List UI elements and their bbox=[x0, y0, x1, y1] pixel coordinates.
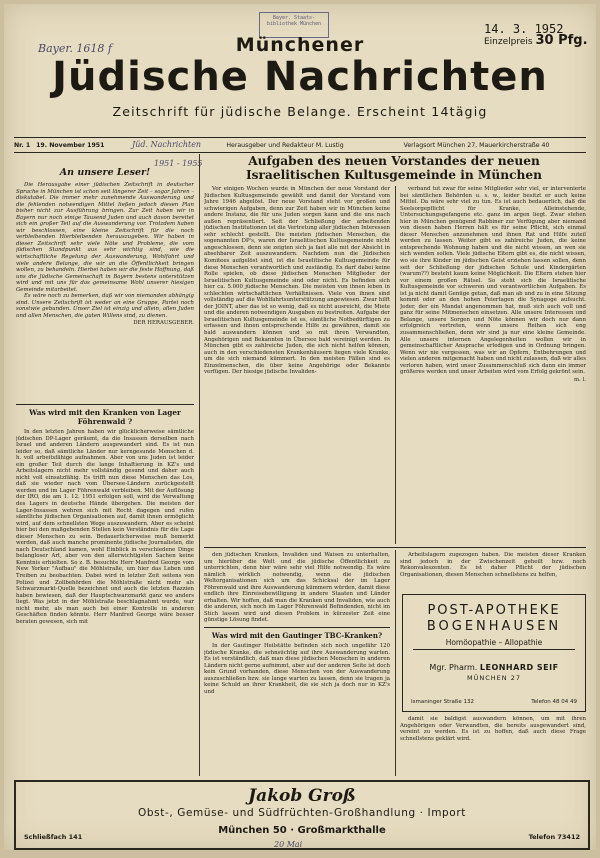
editorial-body-2: Es wäre noch zu bemerken, daß wir von niemanden abhängig sind. Unsere Zeitschrift ist weder an eine Gruppe, Partei noch sonstwie gebunden. Unser Ziel ist einzig und allein, allen Juden und allen Menschen, die guten Willens sind, zu dienen. bbox=[16, 293, 194, 319]
editorial bbox=[16, 167, 194, 401]
rule-issue bbox=[14, 152, 586, 153]
masthead-subtitle: Zeitschrift für jüdische Belange. Erscheint 14tägig bbox=[112, 104, 488, 119]
pharmacy-ad-city: MÜNCHEN 27 bbox=[467, 674, 521, 682]
board-article-col2 bbox=[400, 186, 586, 544]
library-stamp-text: Bayer. Staats-bibliothek München bbox=[266, 15, 322, 27]
gross-ad-phone: Telefon 73412 bbox=[528, 833, 580, 841]
editor-line: Herausgeber und Redakteur M. Lustig bbox=[226, 142, 344, 149]
handwritten-years: 1951 - 1955 bbox=[154, 159, 203, 168]
archive-date: 14. 3. 1952 bbox=[484, 22, 564, 36]
camp-article-heading: Was wird mit den Kranken von Lager Föhrenwald ? bbox=[29, 408, 181, 426]
pharmacy-ad-line1: POST-APOTHEKE bbox=[427, 603, 561, 618]
board-article-signature: m. l. bbox=[574, 376, 586, 383]
pharmacy-ad-owner: LEONHARD SEIF bbox=[479, 663, 559, 672]
tbc-article-tail bbox=[400, 716, 586, 776]
tbc-article-tail-text: damit sie baldigst auswandern können, um mit ihren Angehörigen oder Verwandten, die bereits ausgewandert sind, vereint zu werden. Es ist zu hoffen, daß auch diese Frage schnellstens geklärt wird. bbox=[400, 716, 586, 742]
gross-ad-address: München 50 · Großmarkthalle bbox=[218, 825, 386, 836]
pharmacy-ad-line2: BOGENHAUSEN bbox=[426, 619, 562, 634]
continuation-col2-text: Arbeitslagern zugezogen haben. Die meisten dieser Kranken sind jedoch in der Zwischenzeit geheilt bzw. noch Rekonvaleszenten. Es ist daher Pflicht der jüdischen Organisationen, diesen Menschen schnellstens zu helfen, bbox=[400, 552, 586, 578]
pharmacy-ad-line3: Homöopathie – Allopathie bbox=[445, 638, 543, 647]
pharmacy-ad-street: Ismaninger Straße 132 bbox=[411, 699, 474, 705]
continuation-col2 bbox=[400, 552, 586, 592]
board-article-col1 bbox=[204, 186, 390, 544]
pharmacy-ad-owner-prefix: Mgr. Pharm. bbox=[429, 663, 478, 672]
issue-bar bbox=[14, 142, 586, 149]
rule-mid bbox=[204, 547, 586, 548]
continuation-col1 bbox=[204, 552, 390, 624]
gross-ad-line: Obst-, Gemüse- und Südfrüchten-Großhandlung · Import bbox=[138, 807, 466, 819]
board-article-col1-text: Vor einigen Wochen wurde in München der neue Vorstand der Jüdischen Kultusgemeinde gewählt und damit der Vorstand vom Jahre 1946 abgelöst. Der neue Vorstand steht vor großen und schwierigen Aufgaben, denn zur Zeit haben wir in München keine andere Instanz, die für uns Juden sorgen kann und die uns nach außen repräsentiert. Seit der Schließung der arbeitenden jüdischen Institutionen ist die Vertretung aller jüdischen Interessen sehr schlecht gestellt. Die meisten jüdischen Menschen, die sogenannten DP's, waren der Israelitischen Kultusgemeinde nicht angeschlossen, denn sie zeigten sich ja fast alle mit der Absicht in absehbarer Zeit auszuwandern. Nachdem nun die Jüdischen Komitees aufgelöst sind, ist die Israelitische Kultusgemeinde für diese Menschen verantwortlich und zuständig. Es darf dabei keine Rolle spielen, ob diese jüdischen Menschen Mitglieder der Israelitischen Kultusgemeinde sind oder nicht. Es befinden sich hier ca. 5.000 jüdische Menschen. Die meisten von ihnen leben in schlechten wirtschaftlichen Verhältnissen. Viele von ihnen sind vollständig auf die Wohlfahrtsunterstützung angewiesen. Zwar hilft der JOINT, aber das ist so wenig, daß es nicht ausreicht, die Miete und die anderen notwendigen Ausgaben zu bestreiten. Aufgabe der Israelitischen Kultusgemeinde ist es, sämtliche Notbedürftigen zu erfassen und ihnen entsprechende Hilfe zu gewähren, damit sie bald auswandern können und so mit ihren Verwandten, Angehörigen und Bekannten in Übersee bald vereinigt werden. In München gibt es zahlreiche Juden, die sich nicht helfen können, auch in den verschiedensten Krankenhäusern liegen viele Kranke, um die sich niemand kümmert. In den meisten Fällen sind es Einzelmenschen, die über keine Angehörige oder Bekannte verfügen. Der hiesige jüdische Invaliden- bbox=[204, 186, 390, 376]
handwritten-bottom-note: 20 Mai bbox=[274, 840, 303, 849]
price-label: Einzelpreis bbox=[484, 37, 533, 47]
price-value: 30 Pfg. bbox=[535, 33, 588, 48]
editorial-body: Die Herausgabe einer jüdischen Zeitschrift in deutscher Sprache in München ist schon seit längerer Zeit – sogar Jahren – diskutabel. Die immer mehr zunehmende Auswanderung und die fehlenden notwendigen Mittel ließen jedoch diesen Plan bisher nicht zur Ausführung bringen. Zur Zeit haben wir in Bayern nur noch einige Tausend Juden und auch davon bereitet sich ein großer Teil auf die Auswanderung vor. Trotzdem haben wir beschlossen, eine kleine Zeitschrift für die noch verbleibenden Hierbleibenden herauszugeben. Wir haben in dieser Zeitschrift sehr viele Nöte und Probleme, die vom jüdischen Standpunkt aus sehr wichtig sind, wie die wirtschaftliche Regelung der Auswanderung, Wohlfahrt und viele andere Belange, die wir an die Öffentlichkeit bringen wollen, zu behandeln. Hierbei haben wir die feste Hoffnung, daß uns die Jüdische Gemeinschaft in Bayern bestens unterstützen wird und mit uns für das gemeinsame Wohl unserer hiesigen Gemeinde mitarbeitet. bbox=[16, 182, 194, 293]
handwritten-column-note: Jüd. Nachrichten bbox=[132, 140, 202, 149]
newspaper-page bbox=[4, 4, 596, 850]
handwritten-shelfmark: Bayer. 1618 f bbox=[38, 42, 112, 55]
camp-article-body: In den letzten Jahren haben wir glücklicherweise sämtliche jüdischen DP-Lager geräumt, da die Insassen derselben nach Israel und anderen Ländern ausgewandert sind. Es ist nun leider so, daß sämtliche Länder nur kerngesunde Menschen d. h. voll arbeitsfähige aufnahmen. Aber von uns Juden ist leider ein großer Teil durch die lange Inhaftierung in KZ's und Arbeitslagern nicht mehr vollständig gesund und daher auch nicht voll einsatzfähig. Es trifft nun diese Menschen das Los, daß sie wieder nach vom Übersee-Ländern zurückgestellt werden und im Lager Föhrenwald verbleiben. Mit der Auflösung der IRO, die am 1. 12. 1951 erfolgen soll, wird die Verwaltung des Lagers in deutsche Hände übergehen. Die meisten der Lager-Insassen wehren sich mit Recht dagegen und rufen sämtliche jüdischen Organisationen auf, damit ihnen ermöglicht wird, auf dem schnellsten Wege auszuwandern. Aber es scheint hier bei den maßgebenden Stellen kein Verständnis für die Lage dieser Menschen zu sein. Bedauerlicherweise muß bemerkt werden, daß auch manche prominente jüdische Journalisten, die nach Deutschland kamen, wohl Einblick in verschiedene Dinge belangloser Art, aber von den allerwichtigsten Sachen keine Kenntnis erhielten. So z. B. besuchte Herr Manfred George vom New Yorker "Aufbau" die Möhlstraße, um hier das Leben und Treiben zu beobachten. Dabei wird in letzter Zeit seitens von Polizei und Zollbehörden die Möhlstraße nicht mehr als Schwarzmarkt-Quelle bezeichnet und auch die letzten Razzien haben bewiesen, daß der Hauptschwarzmarkt ganz wo anders liegt. Was jetzt in der Möhlstraße beschlagnahmt wurde, war nicht mehr, als man auch bei einer Kontrolle in anderen Geschäften finden könnte. Herr Manfred George wäre besser beraten gewesen, sich mit bbox=[16, 429, 194, 625]
column-divider-2 bbox=[395, 186, 396, 544]
publisher-line: Verlagsort München 27, Mauerkircherstraße 40 bbox=[403, 142, 550, 149]
pharmacy-ad-divider bbox=[413, 649, 575, 650]
gross-ad-pobox: Schließfach 141 bbox=[24, 833, 83, 841]
rule-top bbox=[14, 137, 586, 138]
tbc-article-heading: Was wird mit den Gautinger TBC-Kranken? bbox=[211, 631, 383, 640]
issue-date: 19. November 1951 bbox=[36, 142, 105, 149]
editorial-signature: DER HERAUSGEBER. bbox=[133, 320, 194, 327]
board-article-col2-text: verband tut zwar für seine Mitglieder sehr viel, er intervenierte bei sämtlichen Behörden u. s. w., leider besitzt er auch keine Mittel. Da wäre sehr viel zu tun. Es ist auch bedauerlich, daß die Seelsorgepflicht für Kranke, Alleinstehende, Untersuchungsgefangene etc. ganz im argen liegt. Zwar stehen hier in München genügend Rabbiner zur Verfügung aber niemand von diesen haben Herren hält es für seine Pflicht, sich einmal dieser Menschen anzunehmen und ihnen Rat und Hilfe zuteil werden zu lassen. Weiter gibt es zahlreiche Juden, die keine entsprechende Wohnung haben und die nicht wissen, an wen sie sich wenden sollen. Viele jüdische Eltern gibt es, die nicht wissen, wo sie ihre Kinder im jüdischen Geist erziehen lassen sollen, denn seit der Schließung der jüdischen Schule und Kindergärten (warum??) besteht kaum keine Möglichkeit. Die Eltern stehen hier vor einem großen Rätsel. So steht sich die Israelitische Kultusgemeinde vor schweren und verantwortlichen Aufgaben. Es ist ja nicht damit Genüge getan, daß man ab und zu in eine Sitzung kommt oder an den hohen Feiertagen die Synagoge aufsucht. Jeder, der ein Mandat angenommen hat, muß sich auch voll und ganz für seine Mitmenschen einsetzen. Alle unsere Interessen und Belange, unsere Sorgen und Nöte können wir doch nur dann erfolgreich vertreten, wenn unsere Reihen sich eng zusammenschließen, denn wir sind ja nur eine kleine Gemeinde. Alle unsere internen Angelegenheiten wollen wir in gemeinschaftlicher Ansprache erledigen und in Ordnung bringen. Wenn wir nie vergessen, was wir an Opfern, Entbehrungen und vielen anderen mitgemacht haben und nicht zulassen, daß wir alles verloren haben, wird unser Zusammenschluß sich dann ein immer größeres werden und unser Arbeiten wird vom Erfolg gekrönt sein. bbox=[400, 186, 586, 376]
column-divider-1 bbox=[199, 154, 200, 776]
rule-left bbox=[16, 404, 194, 405]
pharmacy-ad bbox=[402, 594, 586, 712]
board-article-heading: Aufgaben des neuen Vorstandes der neuen Israelitischen Kultusgemeinde in München bbox=[245, 154, 543, 182]
gross-ad-name: Jakob Groß bbox=[248, 786, 356, 806]
column-divider-3 bbox=[395, 550, 396, 776]
masthead-title: Jüdische Nachrichten bbox=[52, 54, 548, 100]
issue-number: Nr. 1 bbox=[14, 142, 31, 149]
camp-article bbox=[16, 408, 194, 776]
pharmacy-ad-owner-line bbox=[403, 663, 585, 672]
pharmacy-ad-phone: Telefon 48 04 49 bbox=[531, 699, 577, 705]
rule-tbc bbox=[204, 627, 390, 628]
editorial-heading: An unsere Leser! bbox=[59, 167, 151, 178]
masthead-city: Münchener bbox=[235, 34, 365, 56]
tbc-article-body: In der Gautinger Heilstätte befinden sich noch ungefähr 120 jüdische Kranke, die sehnsüchtig auf ihre Auswanderung warten. Es ist verständlich, daß man diese jüdischen Menschen in anderen Ländern nicht gerne aufnimmt, aber auf der anderen Seite ist doch kein Grund vorhanden, diese Menschen von der Auswanderung auszuschließen bzw. sie lange warten zu lassen, denn sie tragen ja keine Schuld an ihrer Krankheit, die sie sich ja doch nur in KZ's und bbox=[204, 643, 390, 695]
tbc-article bbox=[204, 631, 390, 776]
continuation-col1-text: den jüdischen Kranken, Invaliden und Waisen zu unterhalten, um hierüber die Welt und die jüdische Öffentlichkeit zu unterrichten, denn hier wäre sehr viel Hilfe notwendig. Es wäre nämlich wirklich notwendig, wenn die jüdischen Weltorganisationen sich um das Schicksal der im Lager Föhrenwald und ihre Auswanderung kümmern würden, damit diese endlich ihre Einreisebewilligung in andere Staaten und Länder erhalten. Wir hoffen, daß man die Kranken und Invaliden, wie auch die anderen, sich noch im Lager Föhrenwald Befindenden, nicht im Stich lassen wird und diesen Problem in kürzester Zeit eine günstige Lösung findet. bbox=[204, 552, 390, 624]
